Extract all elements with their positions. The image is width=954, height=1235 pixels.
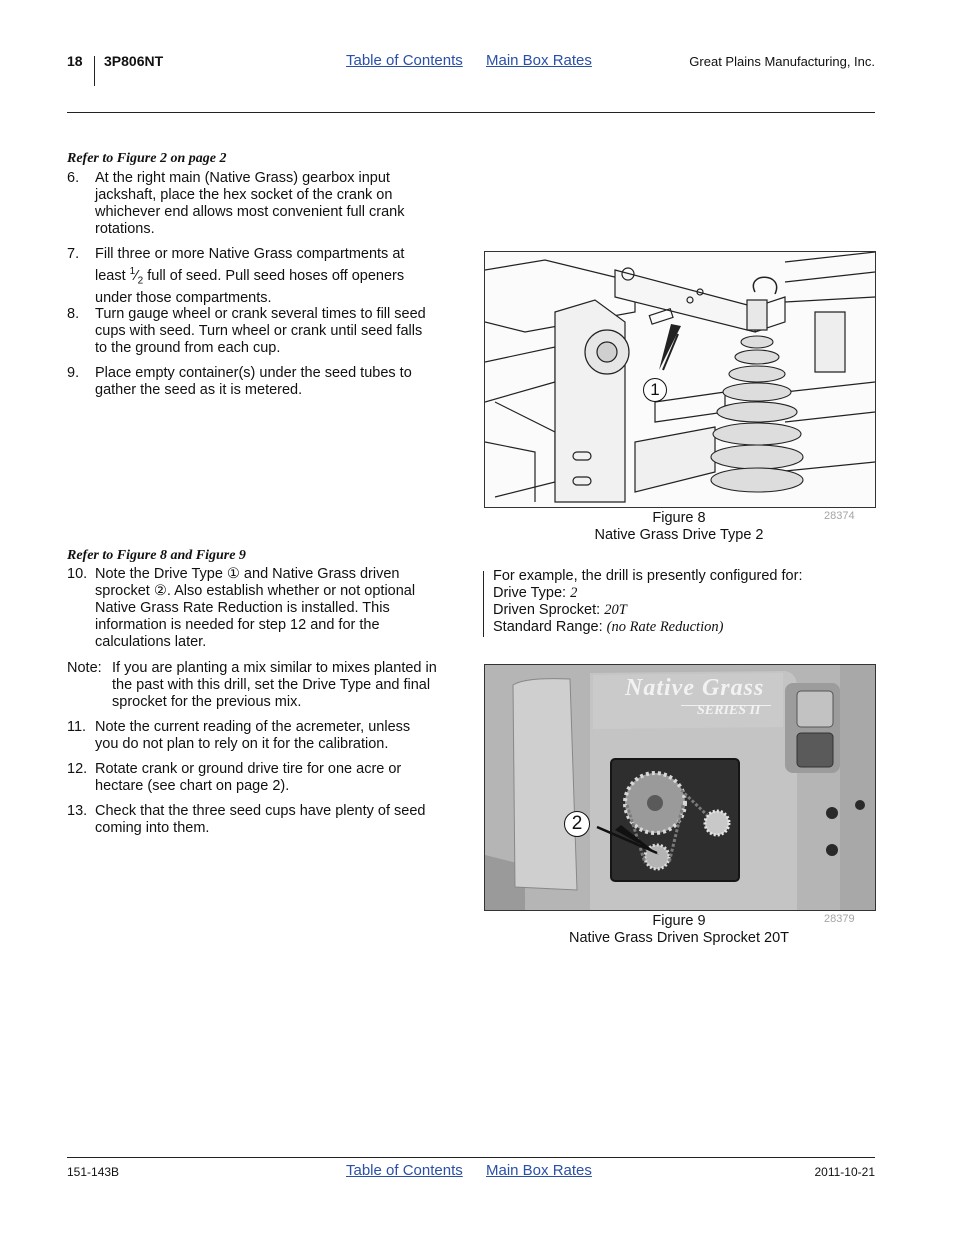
decal-native-grass: Native Grass bbox=[625, 675, 765, 701]
note-text: If you are planting a mix similar to mixes planted in the past with this drill, set the Drive Type and final sprocket for the previous mix. bbox=[112, 660, 437, 710]
toc-link-header[interactable]: Table of Contents bbox=[346, 52, 463, 69]
figure9-title: Native Grass Driven Sprocket 20T bbox=[569, 930, 789, 946]
model-name: 3P806NT bbox=[104, 53, 164, 69]
step-text: Rotate crank or ground drive tire for one acre or hectare (see chart on page 2). bbox=[95, 761, 402, 794]
example-drive-type: Drive Type: 2 bbox=[493, 585, 578, 601]
example-driven-sprocket: Driven Sprocket: 20T bbox=[493, 602, 627, 618]
gearbox-line-drawing bbox=[485, 252, 875, 507]
section2-reference: Refer to Figure 8 and Figure 9 bbox=[67, 548, 246, 563]
example-margin-bar bbox=[483, 571, 484, 637]
example-standard-range: Standard Range: (no Rate Reduction) bbox=[493, 619, 724, 635]
step-number: 12. bbox=[67, 761, 88, 777]
figure9-id: 28379 bbox=[824, 913, 855, 925]
figure8-id: 28374 bbox=[824, 510, 855, 522]
step-number: 13. bbox=[67, 803, 88, 819]
step-text: Place empty container(s) under the seed tubes to gather the seed as it is metered. bbox=[95, 365, 412, 398]
decal-series: SERIES II bbox=[697, 703, 761, 718]
fraction-denominator: 2 bbox=[137, 275, 144, 287]
step-number: 10. bbox=[67, 566, 88, 582]
figure9-caption bbox=[484, 913, 874, 947]
main-box-rates-link-header[interactable]: Main Box Rates bbox=[486, 52, 592, 69]
doc-date: 2011-10-21 bbox=[814, 1165, 875, 1179]
step-8 bbox=[67, 306, 457, 360]
step-number: 7. bbox=[67, 246, 80, 262]
figure8-illustration bbox=[484, 251, 876, 508]
note bbox=[67, 660, 457, 714]
callout-1: 1 bbox=[643, 378, 667, 402]
toc-link-footer[interactable]: Table of Contents bbox=[346, 1162, 463, 1179]
figure8-label: Figure 8 bbox=[652, 510, 706, 526]
step-text: Note the Drive Type ① and Native Grass driven sprocket ②. Also establish whether or not optional Native Grass Rate Reduction is installed. This information is needed for step 12 and for the calculations later. bbox=[95, 566, 416, 650]
page-number: 18 bbox=[67, 53, 83, 69]
header-rule bbox=[67, 112, 875, 113]
step-12 bbox=[67, 761, 457, 797]
note-label: Note: bbox=[67, 660, 102, 676]
step-text: Check that the three seed cups have plenty of seed coming into them. bbox=[95, 803, 426, 836]
step-9 bbox=[67, 365, 457, 401]
step-text: Fill three or more Native Grass compartments at least $^1⁄_2$ full of seed. Pull seed hoses off openers under those compartments. bbox=[95, 246, 405, 306]
figure8-title: Native Grass Drive Type 2 bbox=[594, 527, 764, 543]
section1-reference: Refer to Figure 2 on page 2 bbox=[67, 151, 227, 166]
figure9-photo bbox=[484, 664, 876, 911]
step-text: Note the current reading of the acremeter, unless you do not plan to rely on it for the calibration. bbox=[95, 719, 411, 752]
doc-number: 151-143B bbox=[67, 1165, 120, 1179]
step-number: 8. bbox=[67, 306, 80, 322]
step-11 bbox=[67, 719, 457, 755]
step-13 bbox=[67, 803, 457, 839]
company-name: Great Plains Manufacturing, Inc. bbox=[689, 54, 875, 69]
fraction-numerator: 1 bbox=[129, 266, 136, 277]
example-block bbox=[493, 568, 873, 636]
example-intro: For example, the drill is presently configured for: bbox=[493, 568, 803, 584]
step-text: Turn gauge wheel or crank several times to fill seed cups with seed. Turn wheel or crank until seed falls to the ground from each cup. bbox=[95, 306, 426, 356]
step-number: 9. bbox=[67, 365, 80, 381]
main-box-rates-link-footer[interactable]: Main Box Rates bbox=[486, 1162, 592, 1179]
step-text: At the right main (Native Grass) gearbox input jackshaft, place the hex socket of the crank on whichever end allows most convenient full crank rotations. bbox=[95, 170, 405, 237]
step-6 bbox=[67, 170, 457, 240]
header-divider bbox=[94, 56, 95, 86]
step-10 bbox=[67, 566, 457, 654]
step-number: 11. bbox=[67, 719, 87, 735]
figure8-caption bbox=[484, 510, 874, 544]
footer-rule bbox=[67, 1157, 875, 1158]
step-number: 6. bbox=[67, 170, 80, 186]
figure9-label: Figure 9 bbox=[652, 913, 706, 929]
step-7 bbox=[67, 246, 457, 306]
callout-2: 2 bbox=[564, 811, 590, 837]
